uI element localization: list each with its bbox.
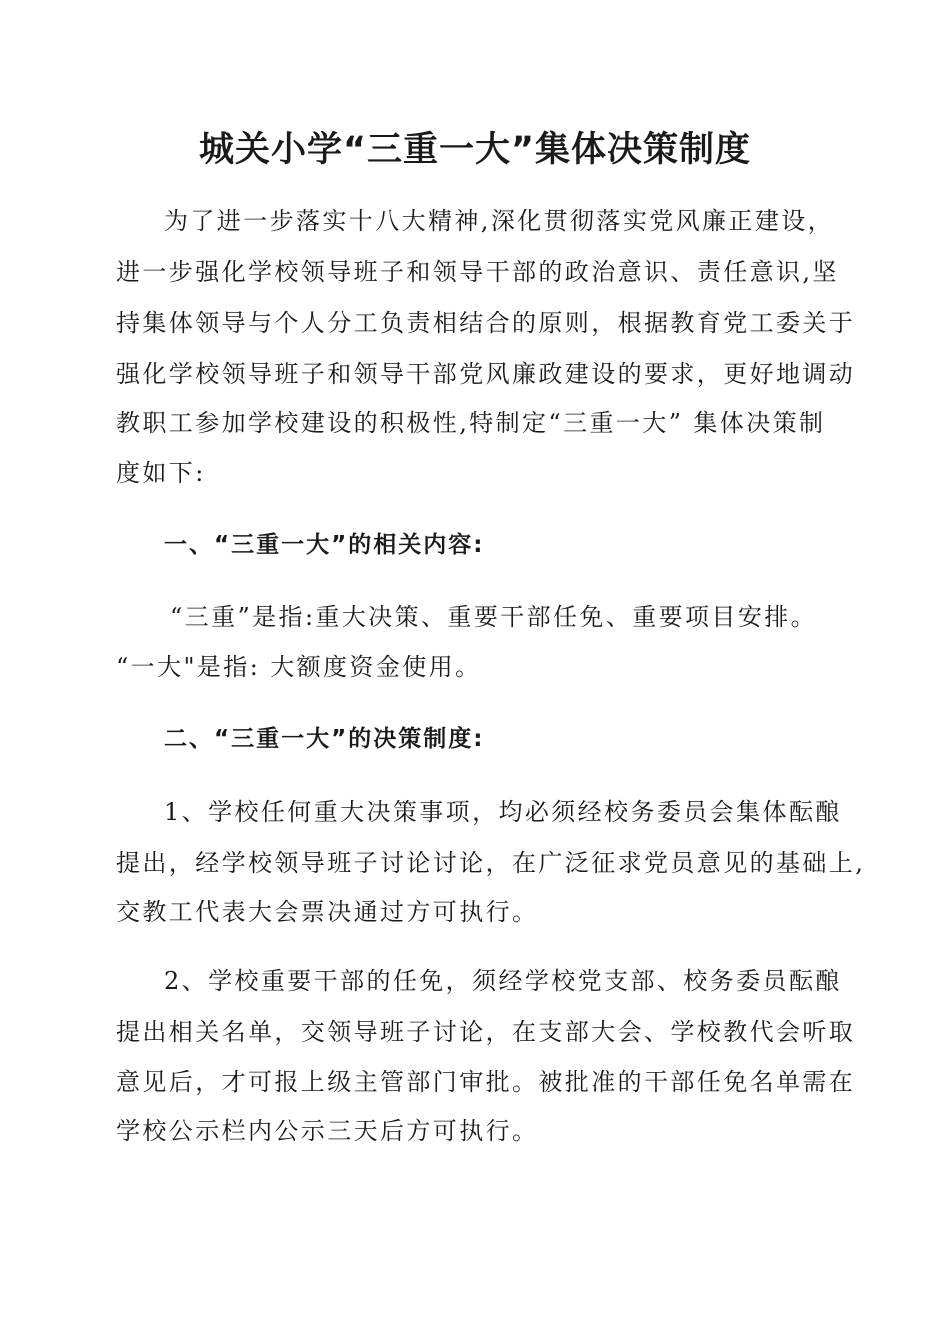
document-title: 城关小学“三重一大”集体决策制度 [198,130,751,170]
intro-line: 教职工参加学校建设的积极性,特制定“三重一大” 集体决策制 [116,409,826,437]
item-2-line: 提出相关名单，交领导班子讨论，在支部大会、学校教代会听取 [116,1018,856,1046]
item-2-line: 学校公示栏内公示三天后方可执行。 [116,1117,539,1145]
item-2-line: 意见后，才可报上级主管部门审批。被批准的干部任免名单需在 [116,1068,856,1096]
intro-line: 强化学校领导班子和领导干部党风廉政建设的要求，更好地调动 [116,360,856,388]
intro-line: 进一步强化学校领导班子和领导干部的政治意识、责任意识,坚 [116,258,839,286]
section-1-heading: 一、“三重一大”的相关内容: [164,532,485,558]
intro-line: 为了进一步落实十八大精神,深化贯彻落实党风廉正建设， [164,207,835,235]
section-1-line: “三重”是指:重大决策、重要干部任免、重要项目安排。 [170,603,818,631]
intro-line: 度如下: [116,459,206,487]
item-2-line: 2、学校重要干部的任免，须经学校党支部、校务委员酝酿 [164,967,842,995]
section-1-line: “一大"是指: 大额度资金使用。 [116,653,482,681]
item-1-line: 交教工代表大会票决通过方可执行。 [116,898,539,926]
item-1-line: 1、学校任何重大决策事项，均必须经校务委员会集体酝酿 [164,798,842,826]
section-2-heading: 二、“三重一大”的决策制度: [164,726,485,752]
intro-line: 持集体领导与个人分工负责相结合的原则，根据教育党工委关于 [116,309,856,337]
item-1-line: 提出，经学校领导班子讨论讨论，在广泛征求党员意见的基础上, [116,849,866,877]
